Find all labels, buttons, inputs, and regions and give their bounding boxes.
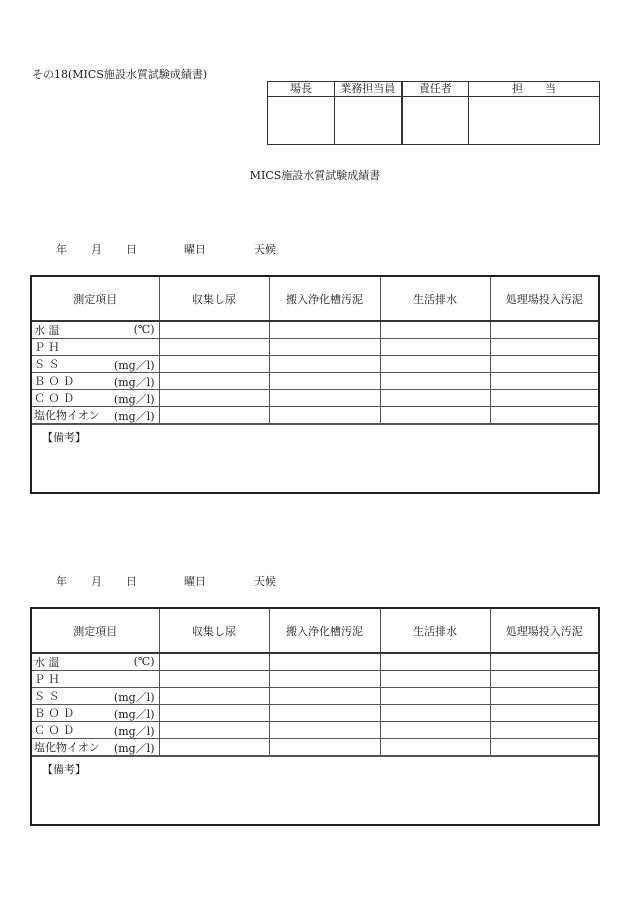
value-cell[interactable] xyxy=(380,671,490,688)
value-cell[interactable] xyxy=(490,688,598,705)
value-cell[interactable] xyxy=(159,705,269,722)
water-quality-record-1 xyxy=(30,275,600,494)
value-cell[interactable] xyxy=(490,671,598,688)
date-year-label: 年 xyxy=(56,243,67,256)
item-unit: (mg／l) xyxy=(113,410,155,423)
date-day-label: 日 xyxy=(126,243,137,256)
value-cell[interactable] xyxy=(159,688,269,705)
column-header: 搬入浄化槽汚泥 xyxy=(269,277,380,321)
value-cell[interactable] xyxy=(159,339,269,356)
value-cell[interactable] xyxy=(159,407,269,424)
value-cell[interactable] xyxy=(380,339,490,356)
value-cell[interactable] xyxy=(490,705,598,722)
table-row xyxy=(32,722,598,739)
value-cell[interactable] xyxy=(269,390,380,407)
value-cell[interactable] xyxy=(269,705,380,722)
item-name: Ｂ Ｏ Ｄ xyxy=(34,707,74,720)
value-cell[interactable] xyxy=(380,373,490,390)
item-cell xyxy=(32,356,159,373)
value-cell[interactable] xyxy=(490,390,598,407)
value-cell[interactable] xyxy=(269,739,380,756)
approval-header-person-in-charge: 担 当 xyxy=(469,82,600,97)
column-header: 収集し尿 xyxy=(159,609,269,653)
remarks-label: 【備考】 xyxy=(42,431,86,444)
column-header: 生活排水 xyxy=(380,609,490,653)
item-unit: (mg／l) xyxy=(113,393,155,406)
value-cell[interactable] xyxy=(380,722,490,739)
approval-header-operations-staff: 業務担当員 xyxy=(335,82,402,97)
table-row xyxy=(32,653,598,671)
item-name: Ｐ Ｈ xyxy=(34,673,60,686)
date-line xyxy=(0,573,630,587)
approval-stamp-box[interactable] xyxy=(402,97,469,145)
item-name: 塩化物イオン xyxy=(34,409,100,422)
value-cell[interactable] xyxy=(380,390,490,407)
value-cell[interactable] xyxy=(380,705,490,722)
value-cell[interactable] xyxy=(490,373,598,390)
value-cell[interactable] xyxy=(490,407,598,424)
value-cell[interactable] xyxy=(269,373,380,390)
item-unit: (mg／l) xyxy=(113,708,155,721)
remarks-label: 【備考】 xyxy=(42,763,86,776)
measurement-table xyxy=(32,609,598,756)
value-cell[interactable] xyxy=(490,653,598,671)
value-cell[interactable] xyxy=(159,356,269,373)
value-cell[interactable] xyxy=(269,688,380,705)
approval-header-responsible: 責任者 xyxy=(402,82,469,97)
table-row xyxy=(32,356,598,373)
value-cell[interactable] xyxy=(269,339,380,356)
remarks-area[interactable] xyxy=(32,424,598,492)
approval-stamp-box[interactable] xyxy=(335,97,402,145)
item-name: Ｃ Ｏ Ｄ xyxy=(34,724,74,737)
item-unit: (℃) xyxy=(133,323,155,336)
table-row xyxy=(32,739,598,756)
weekday-label: 曜日 xyxy=(184,575,206,588)
value-cell[interactable] xyxy=(380,321,490,339)
item-unit: (mg／l) xyxy=(113,725,155,738)
item-cell xyxy=(32,390,159,407)
item-name: 水 温 xyxy=(34,656,60,669)
column-header: 収集し尿 xyxy=(159,277,269,321)
column-header: 処理場投入汚泥 xyxy=(490,277,598,321)
measurement-table xyxy=(32,277,598,424)
item-cell xyxy=(32,705,159,722)
value-cell[interactable] xyxy=(490,321,598,339)
table-row xyxy=(32,671,598,688)
item-cell xyxy=(32,321,159,339)
date-month-label: 月 xyxy=(91,243,102,256)
value-cell[interactable] xyxy=(159,390,269,407)
document-title: MICS施設水質試験成績書 xyxy=(249,169,381,182)
value-cell[interactable] xyxy=(269,653,380,671)
value-cell[interactable] xyxy=(159,739,269,756)
value-cell[interactable] xyxy=(159,373,269,390)
value-cell[interactable] xyxy=(159,321,269,339)
item-name: Ｐ Ｈ xyxy=(34,341,60,354)
approval-stamp-box[interactable] xyxy=(268,97,335,145)
approval-header-factory-chief: 場長 xyxy=(268,82,335,97)
value-cell[interactable] xyxy=(159,671,269,688)
date-line xyxy=(0,241,630,255)
item-cell xyxy=(32,653,159,671)
value-cell[interactable] xyxy=(490,356,598,373)
item-name: Ｓ Ｓ xyxy=(34,358,60,371)
approval-stamp-table xyxy=(267,81,600,145)
item-name: Ｂ Ｏ Ｄ xyxy=(34,375,74,388)
item-unit: (mg／l) xyxy=(113,359,155,372)
item-column-header: 測定項目 xyxy=(32,609,159,653)
value-cell[interactable] xyxy=(269,407,380,424)
column-header: 搬入浄化槽汚泥 xyxy=(269,609,380,653)
item-cell xyxy=(32,739,159,756)
item-unit: (mg／l) xyxy=(113,376,155,389)
value-cell[interactable] xyxy=(380,688,490,705)
item-cell xyxy=(32,671,159,688)
value-cell[interactable] xyxy=(269,321,380,339)
table-row xyxy=(32,390,598,407)
value-cell[interactable] xyxy=(380,653,490,671)
value-cell[interactable] xyxy=(269,722,380,739)
value-cell[interactable] xyxy=(380,739,490,756)
value-cell[interactable] xyxy=(490,339,598,356)
weather-label: 天候 xyxy=(254,575,276,588)
item-cell xyxy=(32,373,159,390)
item-name: Ｃ Ｏ Ｄ xyxy=(34,392,74,405)
table-row xyxy=(32,688,598,705)
remarks-area[interactable] xyxy=(32,756,598,824)
item-unit: (mg／l) xyxy=(113,691,155,704)
item-column-header: 測定項目 xyxy=(32,277,159,321)
value-cell[interactable] xyxy=(159,722,269,739)
item-name: 塩化物イオン xyxy=(34,741,100,754)
date-month-label: 月 xyxy=(91,575,102,588)
value-cell[interactable] xyxy=(269,671,380,688)
item-cell xyxy=(32,407,159,424)
item-name: Ｓ Ｓ xyxy=(34,690,60,703)
value-cell[interactable] xyxy=(159,653,269,671)
approval-stamp-box[interactable] xyxy=(469,97,600,145)
value-cell[interactable] xyxy=(490,739,598,756)
date-year-label: 年 xyxy=(56,575,67,588)
table-row xyxy=(32,339,598,356)
value-cell[interactable] xyxy=(380,356,490,373)
weekday-label: 曜日 xyxy=(184,243,206,256)
value-cell[interactable] xyxy=(490,722,598,739)
column-header: 生活排水 xyxy=(380,277,490,321)
item-unit: (℃) xyxy=(133,655,155,668)
table-row xyxy=(32,705,598,722)
item-name: 水 温 xyxy=(34,324,60,337)
document-label: その18(MICS施設水質試験成績書) xyxy=(32,68,208,81)
item-cell xyxy=(32,339,159,356)
value-cell[interactable] xyxy=(380,407,490,424)
item-cell xyxy=(32,688,159,705)
item-cell xyxy=(32,722,159,739)
date-day-label: 日 xyxy=(126,575,137,588)
water-quality-record-2 xyxy=(30,607,600,826)
table-row xyxy=(32,407,598,424)
table-row xyxy=(32,373,598,390)
value-cell[interactable] xyxy=(269,356,380,373)
table-row xyxy=(32,321,598,339)
item-unit: (mg／l) xyxy=(113,742,155,755)
weather-label: 天候 xyxy=(254,243,276,256)
column-header: 処理場投入汚泥 xyxy=(490,609,598,653)
